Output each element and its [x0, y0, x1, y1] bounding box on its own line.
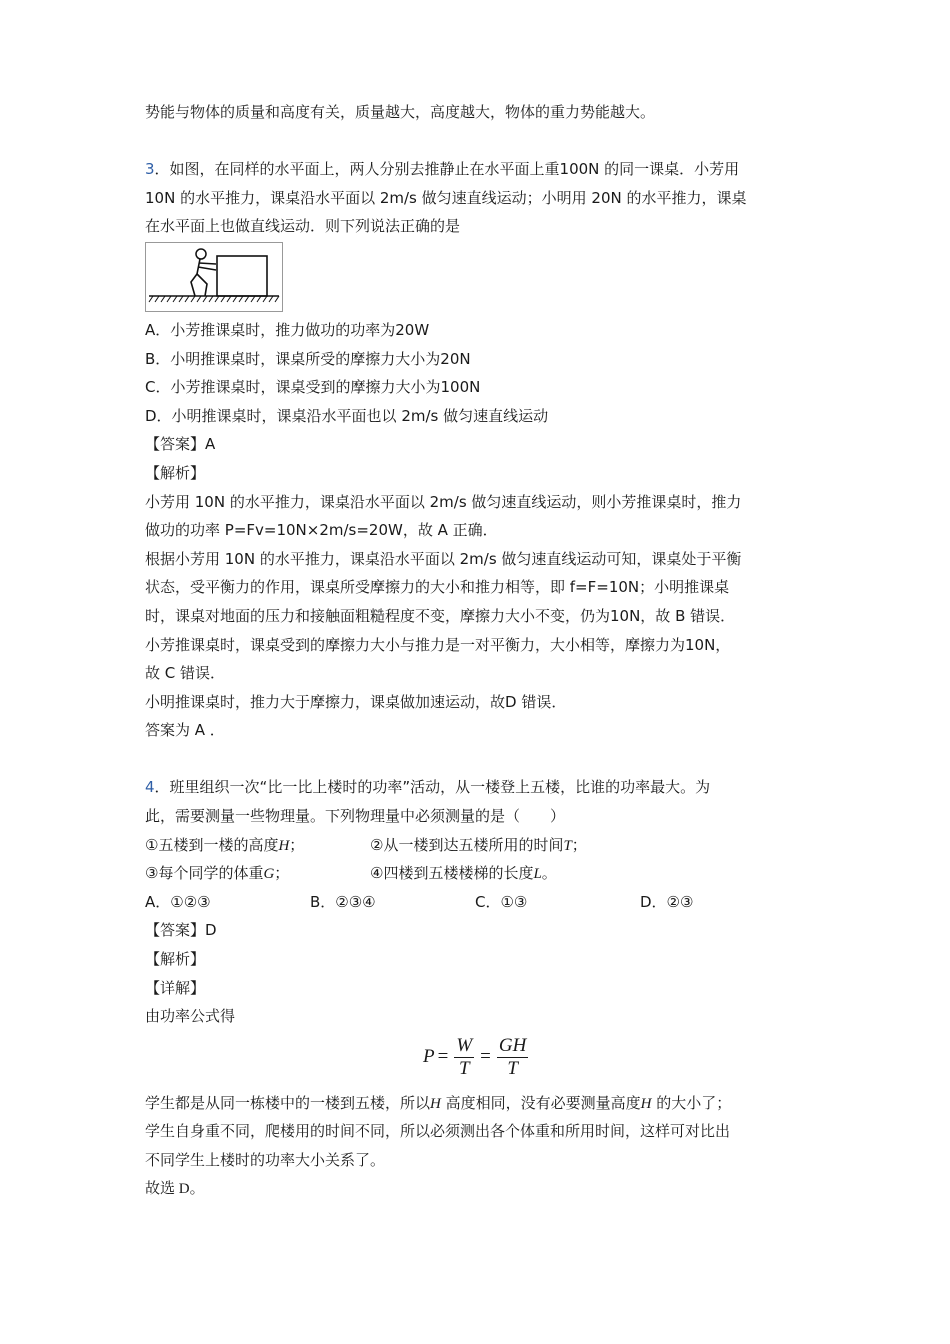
q4-conclusion-line: 学生自身重不同，爬楼用的时间不同，所以必须测出各个体重和所用时间，这样可对比出 — [145, 1122, 731, 1141]
q3-analysis-line: 状态，受平衡力的作用，课桌所受摩擦力的大小和推力相等，即 f=F=10N；小明推课桌 — [145, 578, 730, 597]
spacer — [145, 745, 815, 774]
q3-analysis-line: 小明推课桌时，推力大于摩擦力，课桌做加速运动，故D 错误． — [145, 692, 567, 711]
q3-stem-line: 在水平面上也做直线运动．则下列说法正确的是 — [145, 217, 461, 236]
spacer — [145, 127, 815, 156]
q4-items-row — [145, 859, 815, 888]
question-3 — [145, 155, 815, 745]
q3-analysis-line: 故 C 错误． — [145, 664, 226, 683]
q4-item-4: ④四楼到五楼楼梯的长度L。 — [370, 864, 557, 883]
q4-final: 故选 D。 — [145, 1180, 205, 1197]
q4-option-d: D．②③ — [640, 892, 694, 911]
formula-equals: = — [437, 1046, 449, 1068]
q4-detail-title: 【详解】 — [145, 978, 206, 997]
q3-option-d: D．小明推课桌时，课桌沿水平面也以 2m/s 做匀速直线运动 — [145, 406, 549, 425]
q4-number: 4 — [145, 778, 155, 797]
q4-answer: 【答案】D — [145, 921, 217, 940]
q3-option-a: A．小芳推课桌时，推力做功的功率为20W — [145, 320, 430, 339]
q4-stem-line: 4．班里组织一次“比一比上楼时的功率”活动，从一楼登上五楼，比谁的功率最大。为 — [145, 778, 711, 797]
person-pushing-desk-illustration — [145, 242, 283, 312]
formula-fraction-2: $\frac{GH}{T}$ — [498, 1034, 527, 1079]
power-formula — [145, 1031, 815, 1087]
q4-formula-intro: 由功率公式得 — [145, 1007, 236, 1026]
question-4 — [145, 773, 815, 1203]
q4-stem-line: 此，需要测量一些物理量。下列物理量中必须测量的是（ ） — [145, 807, 566, 826]
formula-fraction-1: $\frac{W}{T}$ — [456, 1034, 473, 1079]
q3-option-b: B．小明推课桌时，课桌所受的摩擦力大小为20N — [145, 349, 471, 368]
q4-option-c: C．①③ — [475, 892, 528, 911]
q3-analysis-line: 小芳用 10N 的水平推力，课桌沿水平面以 2m/s 做匀速直线运动，则小芳推课桌时，推力 — [145, 492, 742, 511]
q3-analysis-line: 时，课桌对地面的压力和接触面粗糙程度不变，摩擦力大小不变，仍为10N，故 B 错误． — [145, 606, 736, 625]
q4-item-1: ①五楼到一楼的高度H； — [145, 835, 305, 854]
q3-number: 3 — [145, 160, 155, 179]
intro-line: 势能与物体的质量和高度有关，质量越大，高度越大，物体的重力势能越大。 — [145, 103, 656, 121]
q3-option-c: C．小芳推课桌时，课桌受到的摩擦力大小为100N — [145, 378, 481, 397]
q4-item-2: ②从一楼到达五楼所用的时间T； — [370, 835, 587, 854]
q3-analysis-line: 根据小芳用 10N 的水平推力，课桌沿水平面以 2m/s 做匀速直线运动可知，课桌处于平衡 — [145, 549, 742, 568]
q3-analysis-line: 小芳推课桌时，课桌受到的摩擦力大小与推力是一对平衡力，大小相等，摩擦力为10N， — [145, 635, 731, 654]
q3-analysis-line: 答案为 A ． — [145, 721, 225, 740]
document-page — [145, 98, 815, 1203]
q4-item-3: ③每个同学的体重G； — [145, 864, 290, 883]
q3-stem-line: 3．如图，在同样的水平面上，两人分别去推静止在水平面上重100N 的同一课桌．小芳用 — [145, 160, 740, 179]
formula-equals: = — [480, 1046, 491, 1068]
q4-items-row — [145, 831, 815, 860]
q3-analysis-line: 做功的功率 P=Fv=10N×2m/s=20W，故 A 正确． — [145, 521, 498, 540]
q4-analysis-title: 【解析】 — [145, 950, 206, 969]
q4-options-row — [145, 888, 815, 917]
q4-option-a: A．①②③ — [145, 892, 211, 911]
q4-conclusion-line: 不同学生上楼时的功率大小关系了。 — [145, 1151, 386, 1169]
q3-analysis-title: 【解析】 — [145, 463, 206, 482]
q4-option-b: B．②③④ — [310, 892, 376, 911]
formula-lhs: P — [423, 1046, 435, 1068]
q3-stem-line: 10N 的水平推力，课桌沿水平面以 2m/s 做匀速直线运动；小明用 20N 的水平推力，课桌 — [145, 188, 747, 207]
q4-conclusion-line: 学生都是从同一栋楼中的一楼到五楼，所以H 高度相同，没有必要测量高度H 的大小了； — [145, 1093, 732, 1112]
q3-answer: 【答案】A — [145, 435, 216, 454]
